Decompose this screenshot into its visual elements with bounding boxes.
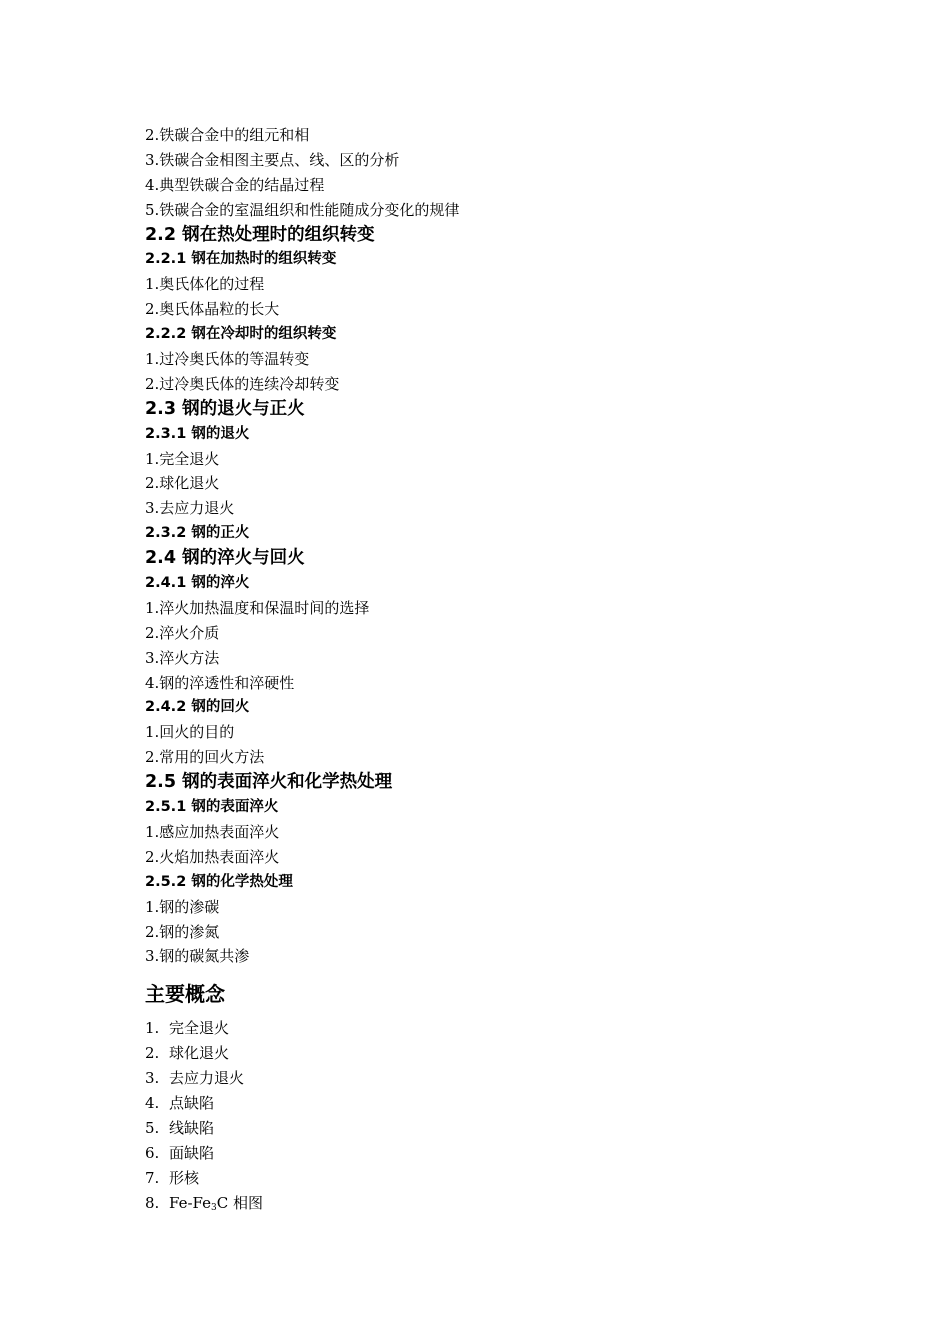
outline-item: 1.完全退火: [145, 449, 220, 468]
outline-item: 2.火焰加热表面淬火: [145, 847, 280, 866]
concept-text-suffix: C 相图: [216, 1193, 263, 1212]
outline-item: 2.常用的回火方法: [145, 748, 265, 767]
outline-item: 2.奥氏体晶粒的长大: [145, 300, 280, 319]
concepts-heading: 主要概念: [145, 982, 225, 1007]
concept-number: 4.: [145, 1093, 160, 1112]
outline-item: 1.淬火加热温度和保温时间的选择: [145, 598, 370, 617]
concept-item: [145, 1066, 905, 1091]
concept-text-prefix: Fe-Fe: [169, 1193, 211, 1212]
subsection-heading: 2.3.1 钢的退火: [145, 425, 250, 442]
concept-text: 线缺陷: [169, 1118, 215, 1137]
concept-number: 6.: [145, 1143, 160, 1162]
concept-item: [145, 1091, 905, 1116]
document-body: [145, 123, 905, 1215]
outline-item: 4.典型铁碳合金的结晶过程: [145, 175, 325, 194]
concept-number: 7.: [145, 1168, 160, 1187]
outline-item: 2.淬火介质: [145, 623, 220, 642]
outline-item: 3.去应力退火: [145, 499, 235, 518]
outline-item: 4.钢的淬透性和淬硬性: [145, 673, 295, 692]
outline-item: 1.奥氏体化的过程: [145, 275, 265, 294]
concept-item: [145, 1141, 905, 1166]
outline-item: 3.淬火方法: [145, 648, 220, 667]
subsection-heading: 2.4.1 钢的淬火: [145, 575, 250, 592]
concept-text: 点缺陷: [169, 1093, 215, 1112]
concept-number: 8.: [145, 1193, 160, 1212]
subsection-heading: 2.5.2 钢的化学热处理: [145, 873, 293, 890]
concept-text: 面缺陷: [169, 1143, 215, 1162]
subsection-heading: 2.5.1 钢的表面淬火: [145, 799, 279, 816]
section-heading: 2.3 钢的退火与正火: [145, 398, 305, 419]
concept-item: [145, 1166, 905, 1191]
concept-item: [145, 1116, 905, 1141]
section-heading: 2.2 钢在热处理时的组织转变: [145, 224, 375, 245]
concepts-list: [145, 1016, 905, 1190]
concept-item: [145, 1191, 905, 1216]
outline-item: 2.球化退火: [145, 474, 220, 493]
concept-text: 形核: [169, 1168, 200, 1187]
concept-item: [145, 1041, 905, 1066]
subsection-heading: 2.2.2 钢在冷却时的组织转变: [145, 326, 337, 343]
concept-text: 球化退火: [169, 1044, 230, 1063]
outline-item: 1.过冷奥氏体的等温转变: [145, 350, 310, 369]
concept-text: 完全退火: [169, 1019, 230, 1038]
outline-item: 3.钢的碳氮共渗: [145, 947, 250, 966]
outline-item: 1.感应加热表面淬火: [145, 822, 280, 841]
subsection-heading: 2.3.2 钢的正火: [145, 525, 250, 542]
concept-subscript: 3: [211, 1202, 217, 1213]
section-heading: 2.4 钢的淬火与回火: [145, 548, 305, 569]
outline-item: 1.回火的目的: [145, 723, 235, 742]
section-outline: [145, 123, 905, 969]
outline-item: 3.铁碳合金相图主要点、线、区的分析: [145, 150, 400, 169]
concept-number: 3.: [145, 1069, 160, 1088]
concept-item: [145, 1016, 905, 1041]
concept-number: 2.: [145, 1044, 160, 1063]
section-heading: 2.5 钢的表面淬火和化学热处理: [145, 772, 393, 793]
outline-item: 2.钢的渗氮: [145, 922, 220, 941]
concept-number: 1.: [145, 1019, 160, 1038]
outline-item: 2.过冷奥氏体的连续冷却转变: [145, 374, 340, 393]
outline-item: 5.铁碳合金的室温组织和性能随成分变化的规律: [145, 200, 460, 219]
outline-item: 1.钢的渗碳: [145, 897, 220, 916]
subsection-heading: 2.2.1 钢在加热时的组织转变: [145, 251, 337, 268]
subsection-heading: 2.4.2 钢的回火: [145, 699, 250, 716]
concept-number: 5.: [145, 1118, 160, 1137]
outline-item: 2.铁碳合金中的组元和相: [145, 126, 310, 144]
concept-text: 去应力退火: [169, 1069, 245, 1088]
